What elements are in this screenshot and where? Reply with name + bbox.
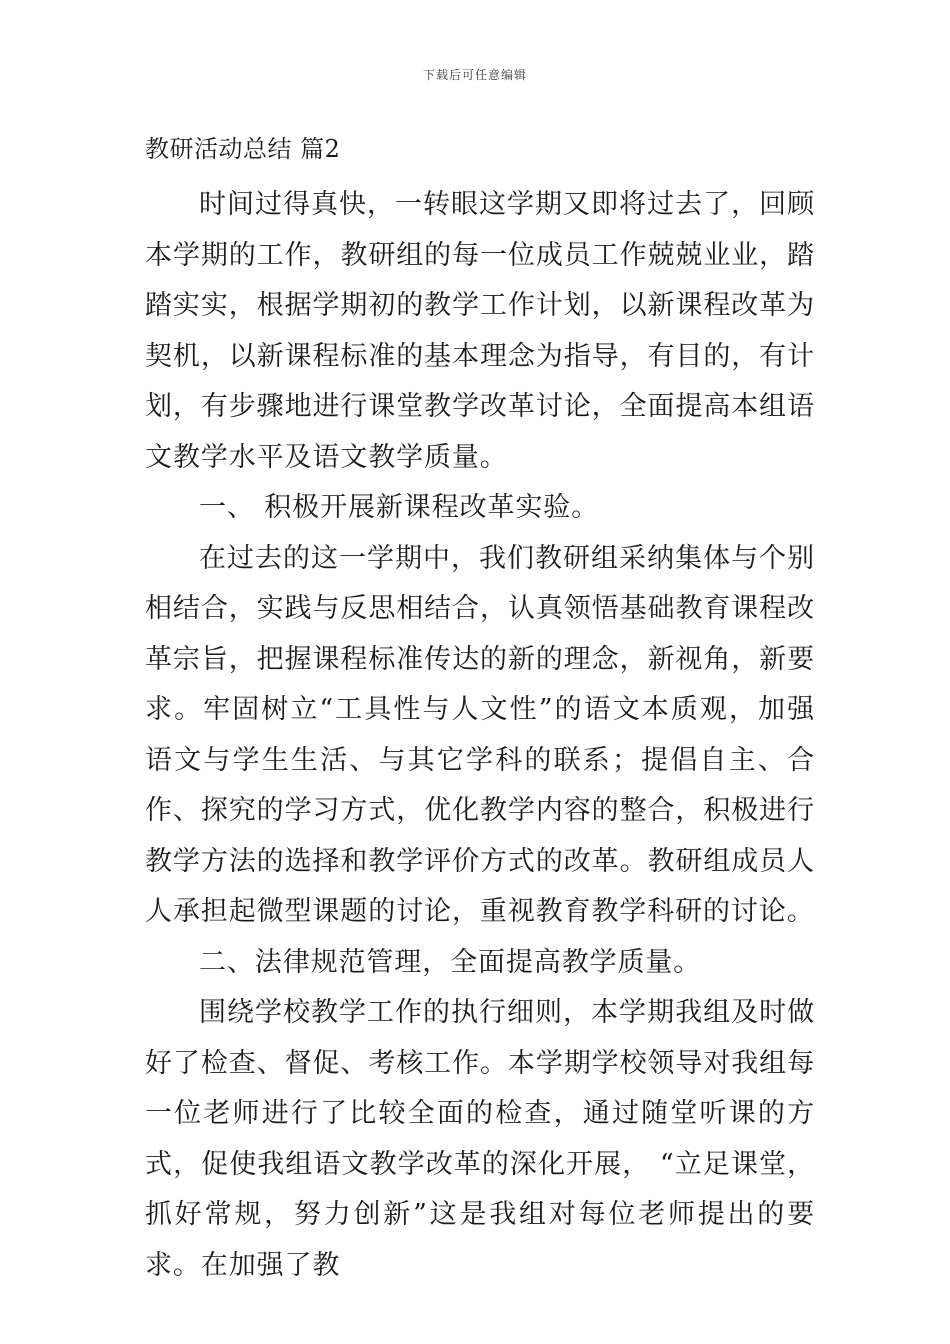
section-heading-2: 二、法律规范管理，全面提高教学质量。: [199, 946, 702, 978]
document-title: 教研活动总结 篇2: [145, 135, 341, 163]
paragraph-section-2: 围绕学校教学工作的执行细则，本学期我组及时做好了检查、督促、考核工作。本学期学校领导对我组每一位老师进行了比较全面的检查，通过随堂听课的方式，促使我组语文教学改革的深化开展， “立足课堂，抓好常规，努力创新”这是我组对每位老师提出的要求。在加强了教: [145, 997, 815, 1281]
header-note: 下载后可任意编辑: [422, 68, 527, 82]
paragraph-intro: 时间过得真快，一转眼这学期又即将过去了，回顾本学期的工作，教研组的每一位成员工作兢兢业业，踏踏实实，根据学期初的教学工作计划，以新课程改革为契机，以新课程标准的基本理念为指导，有目的，有计划，有步骤地进行课堂教学改革讨论，全面提高本组语文教学水平及语文教学质量。: [145, 189, 815, 473]
paragraph-section-1: 在过去的这一学期中，我们教研组采纳集体与个别相结合，实践与反思相结合，认真领悟基础教育课程改革宗旨，把握课程标准传达的新的理念，新视角，新要求。牢固树立“工具性与人文性”的语文本质观，加强语文与学生生活、与其它学科的联系；提倡自主、合作、探究的学习方式，优化教学内容的整合，积极进行教学方法的选择和教学评价方式的改革。教研组成员人人承担起微型课题的讨论，重视教育教学科研的讨论。: [145, 542, 815, 927]
document-body: [145, 180, 815, 1291]
section-heading-1: 一、 积极开展新课程改革实验。: [199, 492, 600, 523]
